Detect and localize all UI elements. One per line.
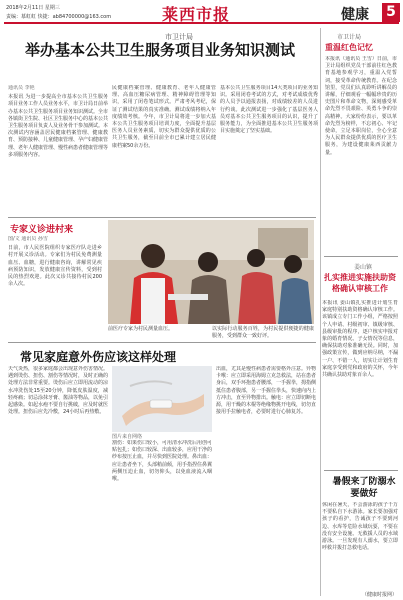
lead-byline: 通讯员 李艳 — [8, 85, 35, 91]
lead-headline[interactable]: 举办基本公共卫生服务项目业务知识测试 — [24, 41, 295, 59]
left-story-byline: 图/文 通讯员 孙雪 — [8, 236, 48, 242]
right1-kicker: 市卫计局 — [337, 34, 362, 41]
section-rule — [8, 217, 316, 218]
first-aid-photo-caption: 图片来自网络 — [112, 434, 143, 440]
issue-date: 2018年2月11日 星期三 — [6, 5, 60, 11]
right3-headline[interactable]: 暑假来了防溺水要做好 — [332, 477, 396, 499]
section-rule — [324, 256, 398, 257]
bottom-column-2: 割伤：如果伤口较小，可用清水冲洗后用创可贴包扎；如伤口较深、出血较多，应用干净的纱布按压止血，并尽快到医院处理。鼻出血：应让患者坐下，头部稍前倾，用手指捏住鼻翼两侧压迫止血，切勿仰头，以免血液流入咽喉。 — [112, 440, 212, 483]
editor-contact: 责编：慕虹虹 快捷：ab84700000@163.com — [6, 14, 112, 20]
right2-body: 本报讯 姜山镇扎实推进计划生育家庭特别扶助资格确认审核工作。该镇成立专门工作小组，严格按照个人申请、村级初审、镇级审核、县级审批的程序，逐户核实申报对象的婚育情况、子女情况等信息，确保扶助对象准确无误。同时，加强政策宣传，做到应纳尽纳，不漏一户、不错一人，切实让计划生育家庭享受到党和政府的关怀，今年共确认扶助对象百余人。 — [322, 300, 398, 379]
first-aid-photo[interactable] — [112, 366, 212, 432]
clinic-photo-illustration — [108, 220, 314, 324]
photo-caption-left: 前医疗专家为村民测量血压。 — [108, 326, 174, 332]
first-aid-illustration — [112, 366, 212, 432]
right2-kicker: 姜山镇 — [354, 264, 373, 271]
photo-caption-right: 以实际行动服务百姓，为村民提供便捷的健康服务，受到群众一致好评。 — [212, 326, 314, 340]
section-rule — [8, 342, 316, 343]
bottom-headline[interactable]: 常见家庭意外伤应该这样处理 — [20, 350, 177, 364]
page-header — [4, 2, 399, 24]
right1-headline[interactable]: 重温红色记忆 — [325, 43, 373, 52]
left-story-headline[interactable]: 专家义诊进村来 — [10, 225, 74, 235]
right3-body: 休闲在暑天，不会游泳的孩子千万不要私自下水游泳。家长要加强对孩子的看护，告诫孩子不要到河边、水库等危险水域玩耍，不要在没有安全设施、无救援人员的水域游泳。一旦发现有人溺水，要立即呼救并拨打急救电话。 — [322, 502, 398, 552]
page-number: 5 — [382, 3, 400, 22]
lead-column-1 — [8, 85, 108, 215]
lead-text-1: 本报讯 为进一步提高全市基本公共卫生服务项目业务工作人员业务水平，市卫计局日前举办基本公共卫生服务项目业务知识测试。全市各镇街卫生院、社区卫生服务中心的基本公共卫生服务项目负责人及业务骨干参加测试。本次测试内容涵盖居民健康档案管理、健康教育、预防接种、儿童健康管理、孕产妇健康管理、老年人健康管理、慢性病患者健康管理等多项服务内容。 — [8, 94, 108, 158]
lead-kicker: 市卫计局 — [165, 33, 193, 41]
lead-column-3: 基本公共卫生服务项目14大类项目的业务知识。采用闭卷考试的方式，对考试成绩优秀的人员予以通报表扬，对成绩较差的人员进行约谈。此次测试进一步强化了基层医务人员对基本公共卫生服务项目的认识，提升了服务能力，为全面推进基本公共卫生服务项目实施奠定了坚实基础。 — [220, 85, 318, 135]
bottom-column-3: 出血，尤其是慢性病患者需要格外注意。异物卡喉：应立即采用海姆立克急救法，站在患者身后，双手环抱患者腰部，一手握拳，拇指侧抵住患者腹部，另一手握住拳头，快速向内上方冲击，直至异物排出。触电：应立即切断电源，用干燥的木棍等绝缘物挑开电线，切勿直接用手拉触电者，必要时进行心肺复苏。 — [216, 366, 316, 416]
newspaper-logo: 莱西市报 — [162, 5, 231, 24]
right1-body: 本报讯（通讯员 王雪）日前，市卫计局组织党员干部前往红色教育基地参观学习，重温入党誓词，接受革命传统教育。在纪念馆里，党员们认真聆听讲解员的讲解，仔细观看一幅幅珍贵的历史图片和革命文物，深刻感受革命先烈不畏艰险、英勇斗争的崇高精神。大家纷纷表示，要以革命先烈为榜样，不忘初心、牢记使命，立足本职岗位，全心全意为人民群众提供优质的医疗卫生服务，为建设健康莱西贡献力量。 — [325, 56, 397, 156]
section-name: 健康 — [341, 7, 369, 23]
clinic-photo[interactable] — [108, 220, 314, 324]
column-divider — [320, 28, 321, 596]
right2-headline[interactable]: 扎实推进实施扶助资格确认审核工作 — [324, 273, 396, 293]
section-rule — [324, 470, 398, 471]
left-story-body — [8, 236, 102, 330]
lead-column-2: 民健康档案管理、健康教育、老年人健康管理、高血压糖尿病管理、精神障碍管理等知识，采用了闭卷笔试形式。严肃考风考纪，保证了测试结果的真实准确。测试成绩将纳入年度绩效考核。今年，市卫计局将进一步加大基本公共卫生服务项目培训力度，全面提升基层医务人员业务素质，切实为群众提供优质的公共卫生服务，截至目前全市已累计建立居民健康档案50余万份。 — [112, 85, 216, 149]
bottom-column-1: 天气炎热，很多家庭都会出现意外伤害情况。遇到烫伤、扭伤、割伤等情况时，及时正确的处理方法非常重要。烫伤后应立即用流动的凉水冲洗伤处15至20分钟，降低皮肤温度，减轻疼痛；切忌涂抹牙膏、酱油等物品，以免引起感染。如起水疱不要自行挑破，应及时就医处理。扭伤后应先冷敷，24小时后再热敷。 — [8, 366, 108, 416]
source-credit: （健康时报网） — [361, 592, 397, 598]
left-story-text: 日前，市人民医院组织专家医疗队走进乡村开展义诊活动。专家们为村民免费测量血压、血糖，进行健康咨询，讲解常见疾病预防知识，发放健康宣传资料，受到村民的热烈欢迎。此次义诊共接待村民200余人次。 — [8, 245, 102, 288]
